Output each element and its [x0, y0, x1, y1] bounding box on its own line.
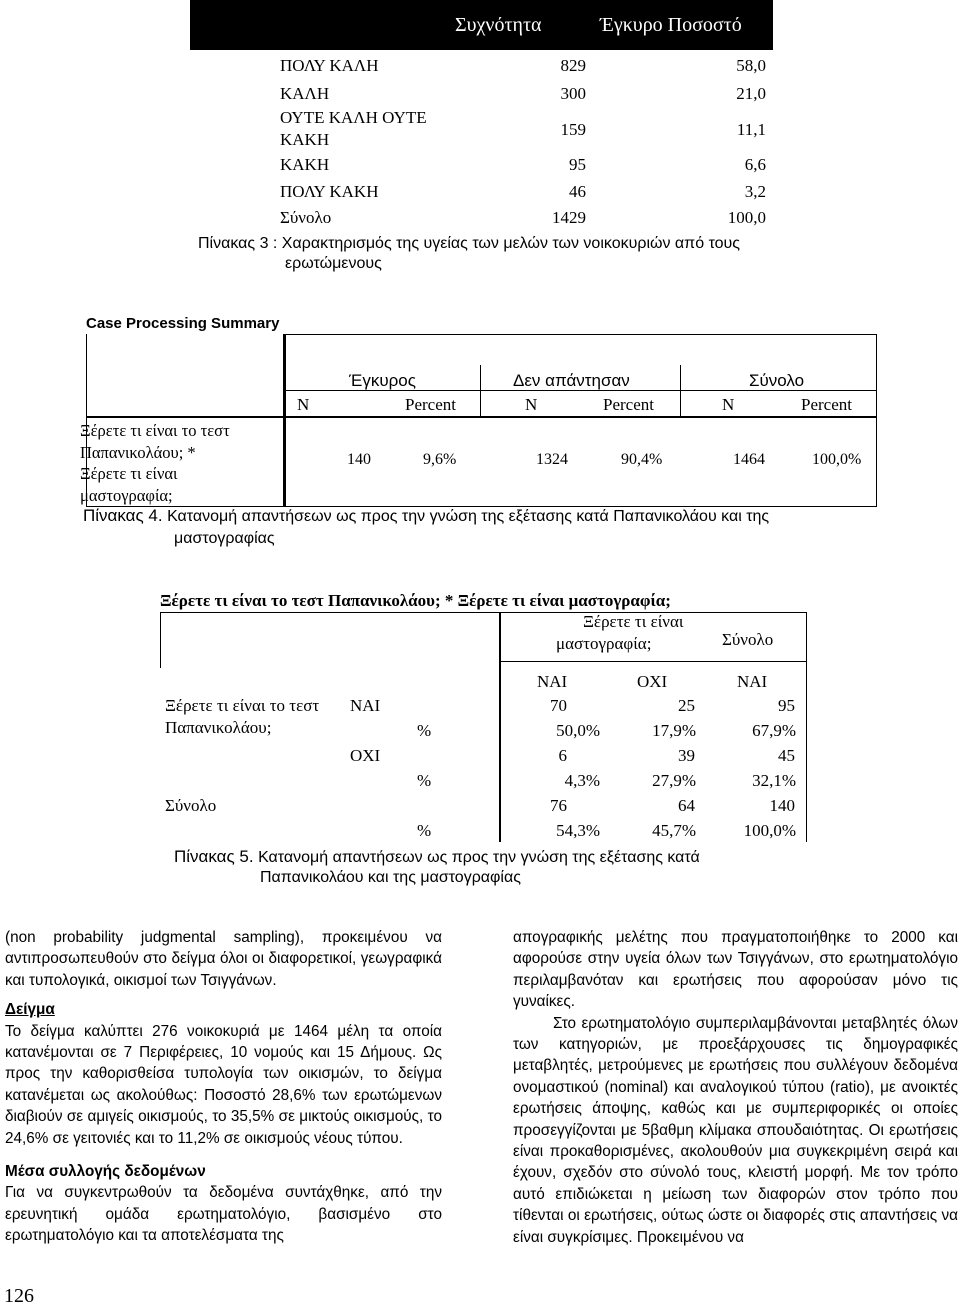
table4-group-missing: Δεν απάντησαν — [513, 371, 630, 390]
table3-col-frequency: Συχνότητα — [455, 14, 542, 36]
heading-data-collection: Μέσα συλλογής δεδομένων — [5, 1163, 206, 1181]
table5-title: Ξέρετε τι είναι το τεστ Παπανικολάου; * Ξέρετε τι είναι μαστογραφία; — [160, 591, 671, 610]
table-row: ΠΟΛΥ ΚΑΛΗ 829 58,0 — [280, 56, 766, 75]
table4-caption: Πίνακας 4. Κατανομή απαντήσεων ως προς την γνώση της εξέτασης κατά Παπανικολάου και της μαστογραφίας — [83, 506, 770, 547]
table3-col-valid-percent: Έγκυρο Ποσοστό — [600, 14, 742, 36]
table-row: 54,3% 45,7% 100,0% — [556, 821, 796, 840]
right-column — [513, 927, 958, 1248]
table3-header — [190, 0, 773, 50]
heading-sample: Δείγμα — [5, 1001, 55, 1019]
table3-caption: Πίνακας 3 : Χαρακτηρισμός της υγείας των μελών των νοικοκυριών από τους ερωτώμενους — [198, 235, 741, 272]
paragraph: Στο ερωτηματολόγιο συμπεριλαμβάνονται μεταβλητές όλων των κατηγοριών, με προεξάρχουσες τις δημογραφικές μεταβλητές, μετρούμενες με ερωτήσεις που συλλέγουν δεδομένα ονομαστικού (nominal) και αναλογικού τύπου (ratio), με ανοικτές ερωτήσεις άποψης, καθώς και με συμπεριφορικές οι οποίες προσεγγίζονται με 5βαθμη κλίμακα σπουδαιότητας. Οι ερωτήσεις είναι προκαθορισμένες, ακολουθούν μια συγκεκριμένη σειρά και έχουν, σχεδόν στο σύνολό τους, κλειστή μορφή. Με τον τρόπο αυτό επιδιώκεται η μείωση των διαφορών στον τρόπο που τίθενται οι ερωτήσεις, ούτως ώστε οι διαφορές στις απαντήσεις να είναι συγκρίσιμες. Προκειμένου να — [513, 1014, 958, 1246]
table-row: ΟΥΤΕ ΚΑΛΗ ΟΥΤΕ ΚΑΚΗ 159 11,1 — [280, 108, 766, 149]
table-row: 76 64 140 — [550, 796, 795, 815]
table4-title: Case Processing Summary — [86, 315, 280, 332]
table-row: 4,3% 27,9% 32,1% — [564, 771, 796, 790]
table-row: 6 39 45 — [558, 746, 795, 765]
paragraph: απογραφικής μελέτης που πραγματοποιήθηκε το 2000 και αφορούσε στην υγεία όλων των Τσιγγάνων, στο ερωτηματολόγιο περιλαμβανόταν και ερωτήσεις που αφορούσαν μόνο τις γυναίκες. — [513, 929, 958, 1011]
table-row: ΚΑΚΗ 95 6,6 — [280, 155, 766, 174]
table-row: ΠΟΛΥ ΚΑΚΗ 46 3,2 — [280, 182, 766, 201]
paragraph: Το δείγμα καλύπτει 276 νοικοκυριά με 1464 μέλη τα οποία κατανέμονται σε 7 Περιφέρειες, 10 νομούς και 15 Δήμους. Ως προς την καθορισθείσα τυπολογία των οικισμών, το δείγμα κατανέμεται ως ακολούθως: Ποσοστό 28,6% των ερωτώμενων διαβιούν σε αμιγείς οικισμούς, το 35,5% σε μικτούς οικισμούς, το 24,6% σε γειτονιές και το 11,2% σε οικισμούς νέους τύπου. — [5, 1022, 442, 1147]
table5-caption: Πίνακας 5. Κατανομή απαντήσεων ως προς την γνώση της εξέτασης κατά Παπανικολάου και της μαστογραφίας — [174, 847, 700, 886]
paragraph: Για να συγκεντρωθούν τα δεδομένα συντάχθηκε, από την ερευνητική ομάδα ερωτηματολόγιο, βασισμένο στο ερωτηματολόγιο και τα αποτελέσματα της — [5, 1184, 442, 1245]
paragraph: (non probability judgmental sampling), προκειμένου να αντιπροσωπευθούν στο δείγμα όλοι οι διαφορετικοί, γεωγραφικά και τυπολογικά, οικισμοί των Τσιγγάνων. — [5, 929, 442, 989]
table-row: 50,0% 17,9% 67,9% — [556, 721, 796, 740]
page-number: 126 — [4, 1285, 34, 1307]
table4-group-valid: Έγκυρος — [349, 371, 416, 390]
table-row: ΚΑΛΗ 300 21,0 — [280, 84, 766, 103]
table-row: Σύνολο 1429 100,0 — [280, 208, 766, 227]
table4-row-label: Ξέρετε τι είναι το τεστ Παπανικολάου; * Ξέρετε τι είναι μαστογραφία; — [80, 421, 230, 505]
table-row: 70 25 95 — [550, 696, 795, 715]
left-column — [5, 927, 442, 1247]
table4-group-total: Σύνολο — [749, 371, 805, 390]
